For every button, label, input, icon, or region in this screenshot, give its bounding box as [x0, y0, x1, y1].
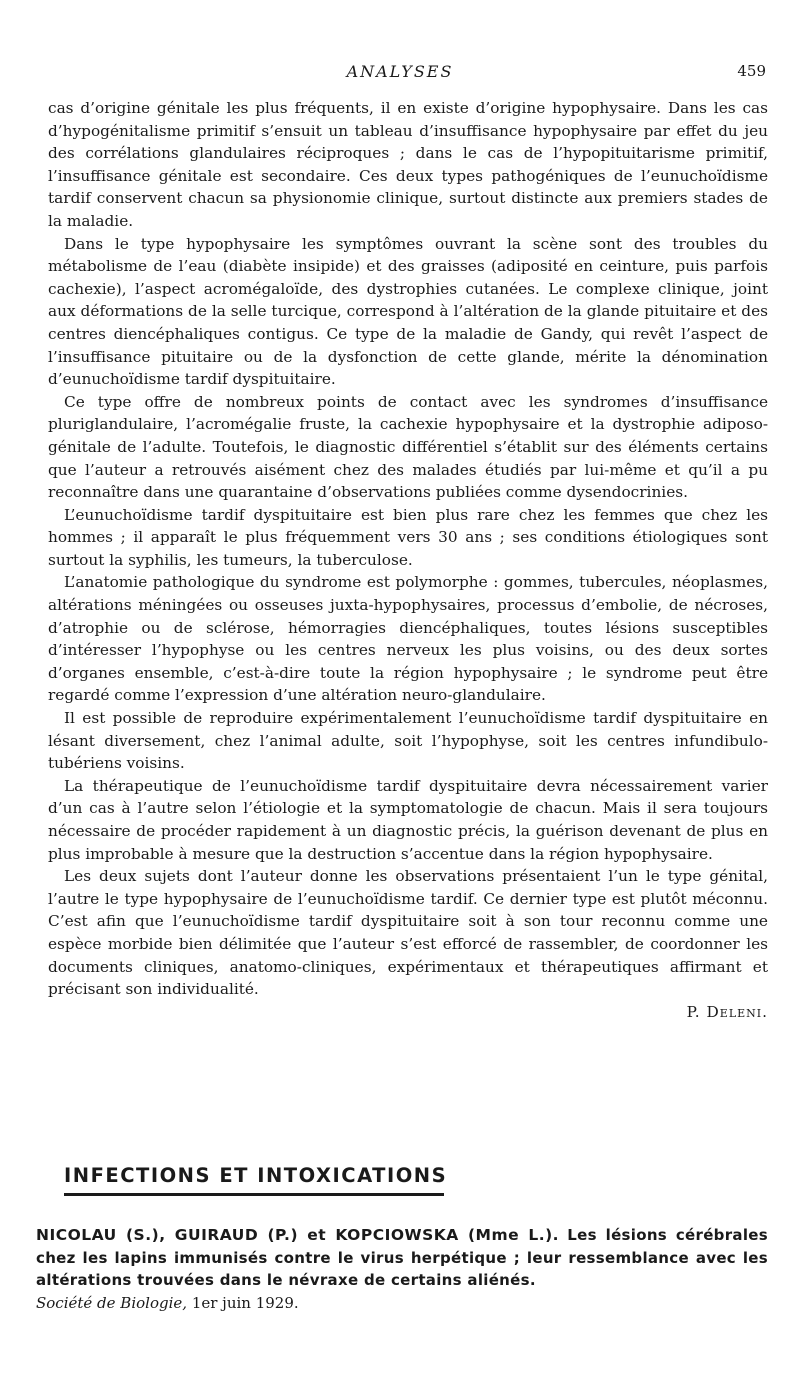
section-title: INFECTIONS ET INTOXICATIONS: [64, 1164, 448, 1187]
paragraph: La thérapeutique de l’eunuchoïdisme tardif dyspituitaire devra nécessairement varier d’un cas à l’autre selon l’étiologie et la symptomatologie de chacun. Mais il sera toujours nécessaire de procéder rapidement à un diagnostic précis, la guérison devenant de plus en plus improbable à mesure que la destruction s’accentue dans la région hypophysaire.: [48, 776, 768, 863]
entry-journal: Société de Biologie,: [36, 1293, 188, 1312]
entry-title: Les lésions cérébrales chez les lapins immunisés contre le virus herpétique ; leur ressemblance avec les altérations trouvées dans le névraxe de certains aliénés.: [36, 1226, 768, 1290]
paragraph: L’eunuchoïdisme tardif dyspituitaire est bien plus rare chez les femmes que chez les hommes ; il apparaît le plus fréquemment vers 30 ans ; ses conditions étiologiques sont surtout la syphilis, les tumeurs, la tuberculose.: [48, 505, 768, 569]
paragraph: cas d’origine génitale les plus fréquents, il en existe d’origine hypophysaire. Dans les cas d’hypogénitalisme primitif s’ensuit un tableau d’insuffisance hypophysaire par effet du jeu des corrélations glandulaires réciproques ; dans le cas de l’hypopituitarisme primitif, l’insuffisance génitale est secondaire. Ces deux types pathogéniques de l’eunuchoïdisme tardif conservent chacun sa physionomie clinique, surtout distincte aux premiers stades de la maladie.: [48, 99, 768, 230]
paragraph: L’anatomie pathologique du syndrome est polymorphe : gommes, tubercules, néoplasmes, altérations méningées ou osseuses juxta-hypophysaires, processus d’embolie, de nécroses, d’atrophie ou de sclérose, hémorragies diencéphaliques, toutes lésions susceptibles d’intéresser l’hypophyse ou les centres nerveux les plus voisins, ou des deux sortes d’organes ensemble, c’est-à-dire toute la région hypophysaire ; le syndrome peut être regardé comme l’expression d’une altération neuro-glandulaire.: [48, 573, 768, 705]
entry-date: 1er juin 1929.: [191, 1293, 299, 1312]
author-signature: P. Deleni.: [686, 1002, 768, 1021]
section-rule: [64, 1193, 444, 1196]
entry-authors: NICOLAU (S.), GUIRAUD (P.) et KOPCIOWSKA (Mme L.).: [36, 1226, 560, 1244]
paragraph: Dans le type hypophysaire les symptômes ouvrant la scène sont des troubles du métabolisme de l’eau (diabète insipide) et des graisses (adiposité en ceinture, puis parfois cachexie), l’aspect acromégaloïde, des dystrophies cutanées. Le complexe clinique, joint aux déformations de la selle turcique, correspond à l’altération de la glande pituitaire et des centres diencéphaliques contigus. Ce type de la maladie de Gandy, qui revêt l’aspect de l’insuffisance pituitaire ou de la dysfonction de cette glande, mérite la dénomination d’eunuchoïdisme tardif dyspituitaire.: [48, 234, 768, 389]
paragraph: Ce type offre de nombreux points de contact avec les syndromes d’insuffisance pluriglandulaire, l’acromégalie fruste, la cachexie hypophysaire et la dystrophie adiposo-génitale de l’adulte. Toutefois, le diagnostic différentiel s’établit sur des éléments certains que l’auteur a retrouvés aisément chez des malades étudiés par lui-même et qu’il a pu reconnaître dans une quarantaine d’observations publiées comme dysendocrinies.: [48, 392, 768, 502]
entry-source: [36, 1292, 768, 1315]
analysis-body: [48, 97, 768, 1023]
page-number: 459: [737, 62, 766, 80]
running-title: ANALYSES: [346, 62, 454, 81]
bibliographic-entry: [36, 1224, 768, 1314]
section-heading-block: [64, 1164, 464, 1196]
paragraph: Il est possible de reproduire expérimentalement l’eunuchoïdisme tardif dyspituitaire en lésant diversement, chez l’animal adulte, soit l’hypophyse, soit les centres infundibulo-tubériens voisins.: [48, 709, 768, 773]
running-header: [0, 62, 800, 86]
paragraph: Les deux sujets dont l’auteur donne les observations présentaient l’un le type génital, l’autre le type hypophysaire de l’eunuchoïdisme tardif. Ce dernier type est plutôt méconnu. C’est afin que l’eunuchoïdisme tardif dyspituitaire soit à son tour reconnu comme une espèce morbide bien délimitée que l’auteur s’est efforcé de rassembler, de coordonner les documents cliniques, anatomo-cliniques, expérimentaux et thérapeutiques affirmant et précisant son individualité.: [48, 867, 768, 999]
signature-line: [48, 1001, 768, 1024]
